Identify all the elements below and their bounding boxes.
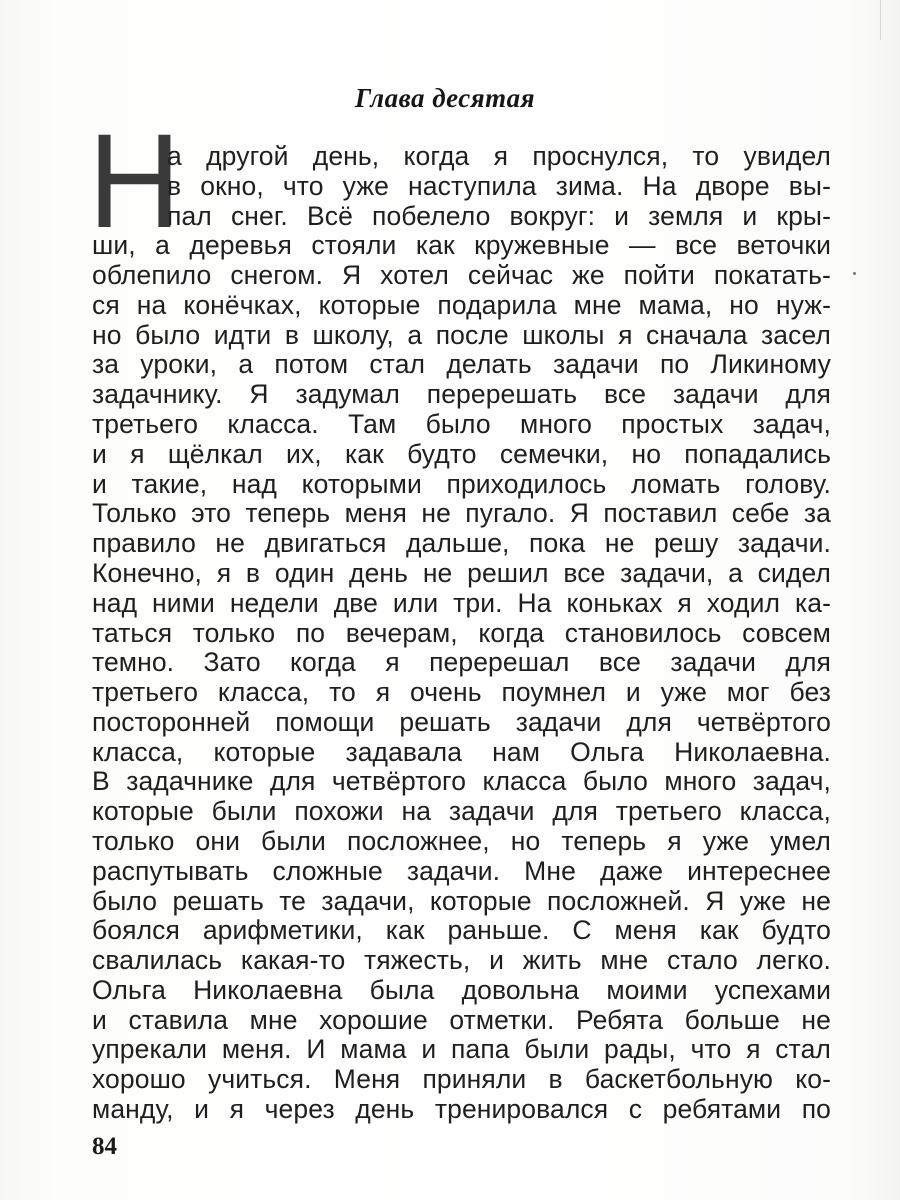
text-line: и такие, над которыми приходилось ломать голову. [92, 469, 831, 499]
page-number: 84 [92, 1133, 117, 1160]
text-line: но было идти в школу, а после школы я сначала засел [92, 320, 831, 350]
text-line: темно. Зато когда я перерешал все задачи для [92, 647, 831, 677]
text-line: третьего класса, то я очень поумнел и уже мог без [92, 677, 831, 707]
text-line: за уроки, а потом стал делать задачи по Ликиному [92, 349, 831, 379]
text-line: и я щёлкал их, как будто семечки, но попадались [92, 439, 831, 469]
text-line: было решать те задачи, которые посложней. Я уже не [92, 886, 831, 916]
chapter-title: Глава десятая [354, 83, 536, 113]
text-line: распутывать сложные задачи. Мне даже интереснее [92, 856, 831, 886]
text-line: таться только по вечерам, когда становилось совсем [92, 618, 831, 648]
text-line: боялся арифметики, как раньше. С меня как будто [92, 915, 831, 945]
drop-cap-letter: Н [88, 107, 181, 256]
text-line: задачнику. Я задумал перерешать все задачи для [92, 379, 831, 409]
text-line: и ставила мне хорошие отметки. Ребята больше не [92, 1005, 831, 1035]
text-line: Только это теперь меня не пугало. Я поставил себе за [92, 498, 831, 528]
text-line: ся на конёчках, которые подарила мне мама, но нуж- [92, 290, 831, 320]
text-line: ши, а деревья стояли как кружевные — все веточки [92, 230, 831, 260]
text-line: посторонней помощи решать задачи для четвёртого [92, 707, 831, 737]
text-line: а другой день, когда я проснулся, то увидел [167, 141, 831, 171]
text-line: упрекали меня. И мама и папа были рады, что я стал [92, 1034, 831, 1064]
text-line: манду, и я через день тренировался с ребятами по [92, 1094, 831, 1124]
page-fold-line [880, 0, 881, 40]
text-line: Ольга Николаевна была довольна моими успехами [92, 975, 831, 1005]
text-line: пал снег. Всё побелело вокруг: и земля и кры- [167, 201, 831, 231]
text-line: облепило снегом. Я хотел сейчас же пойти покатать- [92, 260, 831, 290]
print-speck [853, 272, 856, 275]
text-line: в окно, что уже наступила зима. На дворе вы- [167, 171, 831, 201]
text-line: Конечно, я в один день не решил все задачи, а сидел [92, 558, 831, 588]
text-line: правило не двигаться дальше, пока не решу задачи. [92, 528, 831, 558]
text-line: свалилась какая-то тяжесть, и жить мне стало легко. [92, 945, 831, 975]
text-line: В задачнике для четвёртого класса было много задач, [92, 766, 831, 796]
text-line: третьего класса. Там было много простых задач, [92, 409, 831, 439]
text-line: только они были посложнее, но теперь я уже умел [92, 826, 831, 856]
text-line: которые были похожи на задачи для третьего класса, [92, 796, 831, 826]
text-line: хорошо учиться. Меня приняли в баскетбольную ко- [92, 1064, 831, 1094]
text-line: над ними недели две или три. На коньках я ходил ка- [92, 588, 831, 618]
text-line: класса, которые задавала нам Ольга Николаевна. [92, 737, 831, 767]
